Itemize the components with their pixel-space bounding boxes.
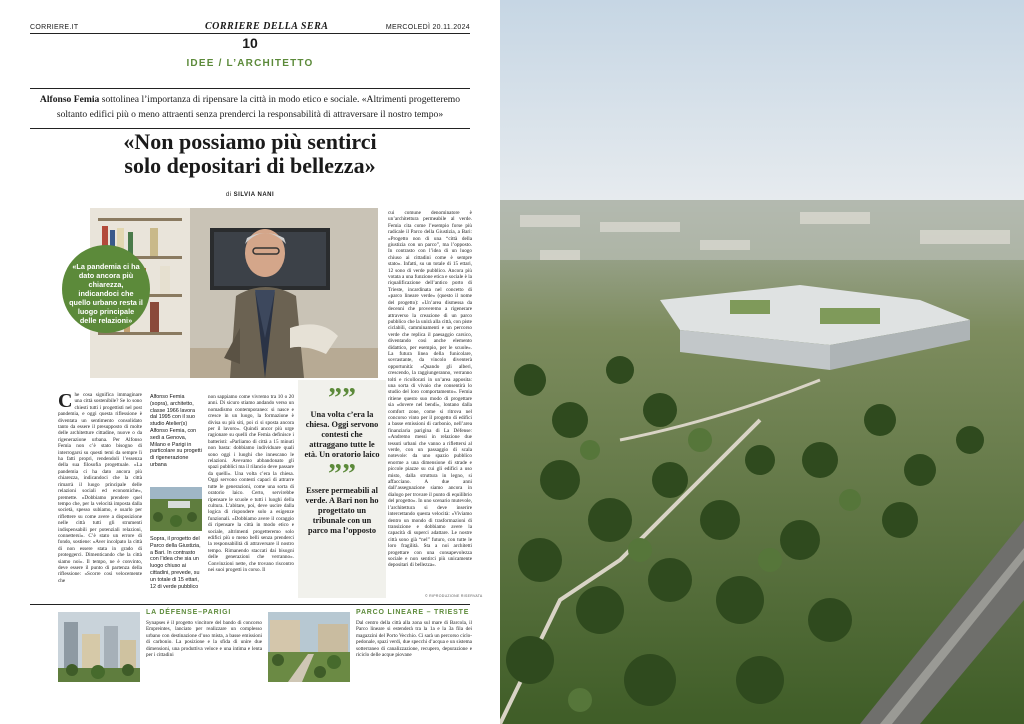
quote-2: Essere permeabili al verde. A Bari non ho progettato un tribunale con un parco ma l’opposto — [305, 486, 379, 535]
portrait-caption-text: Alfonso Femia (sopra), architetto, classe 1966 lavora dal 1995 con il suo studio Atelier(s) Alfonso Femia, con sedi a Genova, Milano e Parigi in particolare su progetti di rigenerazione urbana — [150, 394, 202, 468]
headline-line2: solo depositari di bellezza» — [124, 153, 376, 178]
article-column-1-text: he cosa significa immaginare una città sostenibile? Se lo sono chiesti tutti i progettisti nel post pandemia, e oggi questa riflessione è diventata un sentimento consolidato tanto da essere il presupposto di molte delle architetture cittadine, nuove o da rigenerazione urbana. Per Alfonso Femia non c’è stato bisogno di interrogarsi su questi temi da sempre lì ha fatti propri, rendendoli l’essenza della sua filosofia progettuale. «La pandemia ci ha dato ancora più chiarezza, indicandoci che la città rimarrà il luogo principale delle relazioni sociali ed economiche», premette. «Dobbiamo prendere quel tempo che, per la velocità imposta dalla società, spesso subiamo, e usarlo per riflettere su come avere a disposizione nelle città tutti gli strumenti indispensabili per potenziali relazioni, connettersi». C’è stato un errore di fondo, sostiene: «Aver incolpato la città di non essere stata in grado di proteggerci. Dimenticando che la città siamo noi». Il tempo, ne è convinto, deve essere il punto di partenza della riflessione: «Scorre così velocemente che — [58, 392, 142, 584]
aerial-thumbnail — [150, 487, 202, 531]
trieste-thumbnail-illustration — [268, 612, 350, 682]
aerial-caption — [150, 536, 202, 590]
defense-thumbnail-illustration — [58, 612, 140, 682]
article-column-2 — [208, 394, 294, 600]
article-column-3 — [388, 210, 472, 592]
article-column-2-text: non sappiamo come vivremo tra 10 o 20 anni. Di sicuro stiamo andando verso un nomadismo contemporaneo: si nasce e cresce in un luogo, la formazione è divisa su più siti, poi ci si sposta ancora per il lavoro». Quindi ancor più urge ragionare su quelli che Femia definisce i batteristi: «Parliamo di città a 15 minuti non basta: dobbiamo individuare quali sono oggi i luoghi che innescano le relazioni. Avevamo abbandonato gli spazi pubblici ma il rilancio deve passare da quelli». Una volta c’era la chiesa. Oggi servono contesti capaci di attrarre tutte le generazioni, come una sorta di oratorio laico. Certo, servirebbe ripensare le scuole e tutti i luoghi della cultura. L’abitare, poi, deve uscire dalla logica di rispondere solo a esigenze funzionali. «Dobbiamo avere il coraggio di ripensare la città in modo etico e sociale, altrimenti progetteremo solo edifici più o meno belli senza prenderci la responsabilità di attraversare il nostro tempo. Rimanendo staccati dai bisogni delle generazioni che verranno». Convinzioni nette, che trovano riscontro nei suoi progetti in corso. Il — [208, 394, 294, 573]
page-number: 10 — [242, 35, 258, 51]
kicker-line1: sottolinea l’importanza di ripensare la città in modo etico e sociale. «Altrimenti progetteremo — [101, 94, 461, 105]
defense-thumbnail — [58, 612, 140, 682]
box-trieste-title: PARCO LINEARE – TRIESTE — [356, 609, 470, 616]
aerial-caption-text: Sopra, il progetto del Parco della Giustizia, a Bari. In contrasto con l’idea che sia un luogo chiuso ai cittadini, prevede, su un totale di 15 ettari, 12 di verde pubblico — [150, 536, 201, 590]
aerial-rendering — [500, 0, 1024, 724]
headline — [80, 130, 420, 178]
photo-credit: © RIPRODUZIONE RISERVATA — [425, 594, 483, 598]
masthead-newspaper: CORRIERE DELLA SERA — [205, 21, 329, 32]
byline-author: SILVIA NANI — [233, 192, 275, 198]
byline — [0, 192, 500, 198]
box-trieste-text: Dal centro della città alla zona sul mare di Barcola, il Parco lineare si estenderà tra la 1a e la 3a fila dei magazzini del Porto Vecchio. Ci sarà un percorso ciclo-pedonale, spazi verdi, due specchi d’acqua e un sistema sotterraneo di canalizzazione, recupero, depurazione e riciclo delle acque piovane — [356, 620, 472, 659]
dropcap: C — [58, 392, 73, 412]
trieste-thumbnail — [268, 612, 350, 682]
newspaper-page — [0, 0, 500, 724]
box-defense-text: Synapses è il progetto vincitore del bando di concorso Empreintes, lanciato per realizzare un complesso urbano con destinazione d’uso mista, a basse emissioni di carbonio. La posizione e la sfida di unire due dimensioni, una produttiva veloce e una intima e lenta per i cittadini — [146, 620, 262, 659]
aerial-thumbnail-illustration — [150, 487, 202, 531]
portrait-caption — [150, 394, 202, 469]
quote-mark-icon: ”” — [328, 459, 356, 490]
article-column-1 — [58, 392, 142, 602]
box-defense-title: LA DÉFENSE–PARIGI — [146, 609, 232, 616]
byline-prefix: di — [225, 192, 232, 198]
masthead-rule — [30, 33, 470, 34]
kicker — [30, 88, 470, 129]
quote-1: Una volta c’era la chiesa. Oggi servono contesti che attraggano tutte le età. Un oratorio laico — [304, 410, 380, 459]
kicker-line2: soltanto edifici più o meno attraenti senza prenderci la responsabilità di attraversare il nostro tempo» — [56, 109, 444, 120]
quote-mark-icon: ”” — [328, 383, 356, 414]
article-column-3-text: cui comune denominatore è un’architettura permeabile al verde. Femia cita come l’esempio forse più radicale il Parco della Giustizia, a Bari: «Progetto non di una “città della giustizia con un parco”, ma l’opposto. In contrasto con l’idea di un luogo chiuso ai cittadini come è sempre stato». Infatti, su un totale di 15 ettari, 12 sono di verde pubblico. Ancora più votata a una funzione etica e sociale è la riqualificazione dell’antico porto di Trieste, incardinata nel concetto di «parco lineare verde» (questo il nome del progetto): «Un’area dismessa da decenni che proveremo a rigenerare attraverso la creazione di un parco pubblico che la unirà alla città, con piste ciclabili, camminamenti e un percorso verde che replica il paesaggio carsico, diventando così anche elemento didattico, per esempio, per le scuole». La futura linea della funicolare, sovrastante, da vincolo diventerà opportunità: «Quando gli alberi, crescendo, la raggiungeranno, verranno tolti e ricollocati in un’area apposita: una sorta di vivaio che consentirà lo studio del loro comportamento». Femia ritiene questo suo modo di progettare sia «dovere nel bendi», lontano dalla comfort zone, come si ritrova nel concorso vinto per il progetto di edifici a basse emissioni di carbonio, nell’area finanziaria parigina di La Défense: «Andremo messi in relazione due tessuti urbani che vanno a riflettersi al verde, con un passaggio di scala notevole: da uno spazio pubblico enorme a una dimensione di strade e piccole piazze su cui gli edifici a uso misto, dalla struttura in legno, si affacciano. A due anni dall’assegnazione siamo ancora in dialogo per trovare il punto di equilibrio del progetto». In uno scenario mutevole, l’architettura si deve inserire intercettando questa velocità: «Viviamo dentro un mondo di trasformazioni di transizione e dobbiamo avere la capacità di superci adattare. Le nostre città sono già “nel” futuro, con tutte le loro fragilità. Sta a noi architetti progettare con una consapevolezza sociale e non sentirci più unicamente depositari di bellezza». — [388, 210, 472, 569]
headline-line1: «Non possiamo più sentirci — [123, 129, 377, 154]
masthead-site: CORRIERE.IT — [30, 24, 79, 31]
pull-quote-bubble-text: «La pandemia ci ha dato ancora più chiarezza, indicandoci che quello urbano resta il luogo principale delle relazioni» — [69, 261, 143, 325]
section-title: IDEE / L’ARCHITETTO — [186, 58, 314, 69]
kicker-name: Alfonso Femia — [39, 94, 100, 105]
quote-box — [298, 380, 386, 598]
pull-quote-bubble — [62, 245, 150, 333]
masthead-date: MERCOLEDÌ 20.11.2024 — [385, 24, 470, 31]
boxes-rule — [30, 604, 470, 605]
aerial-rendering-illustration — [500, 0, 1024, 724]
